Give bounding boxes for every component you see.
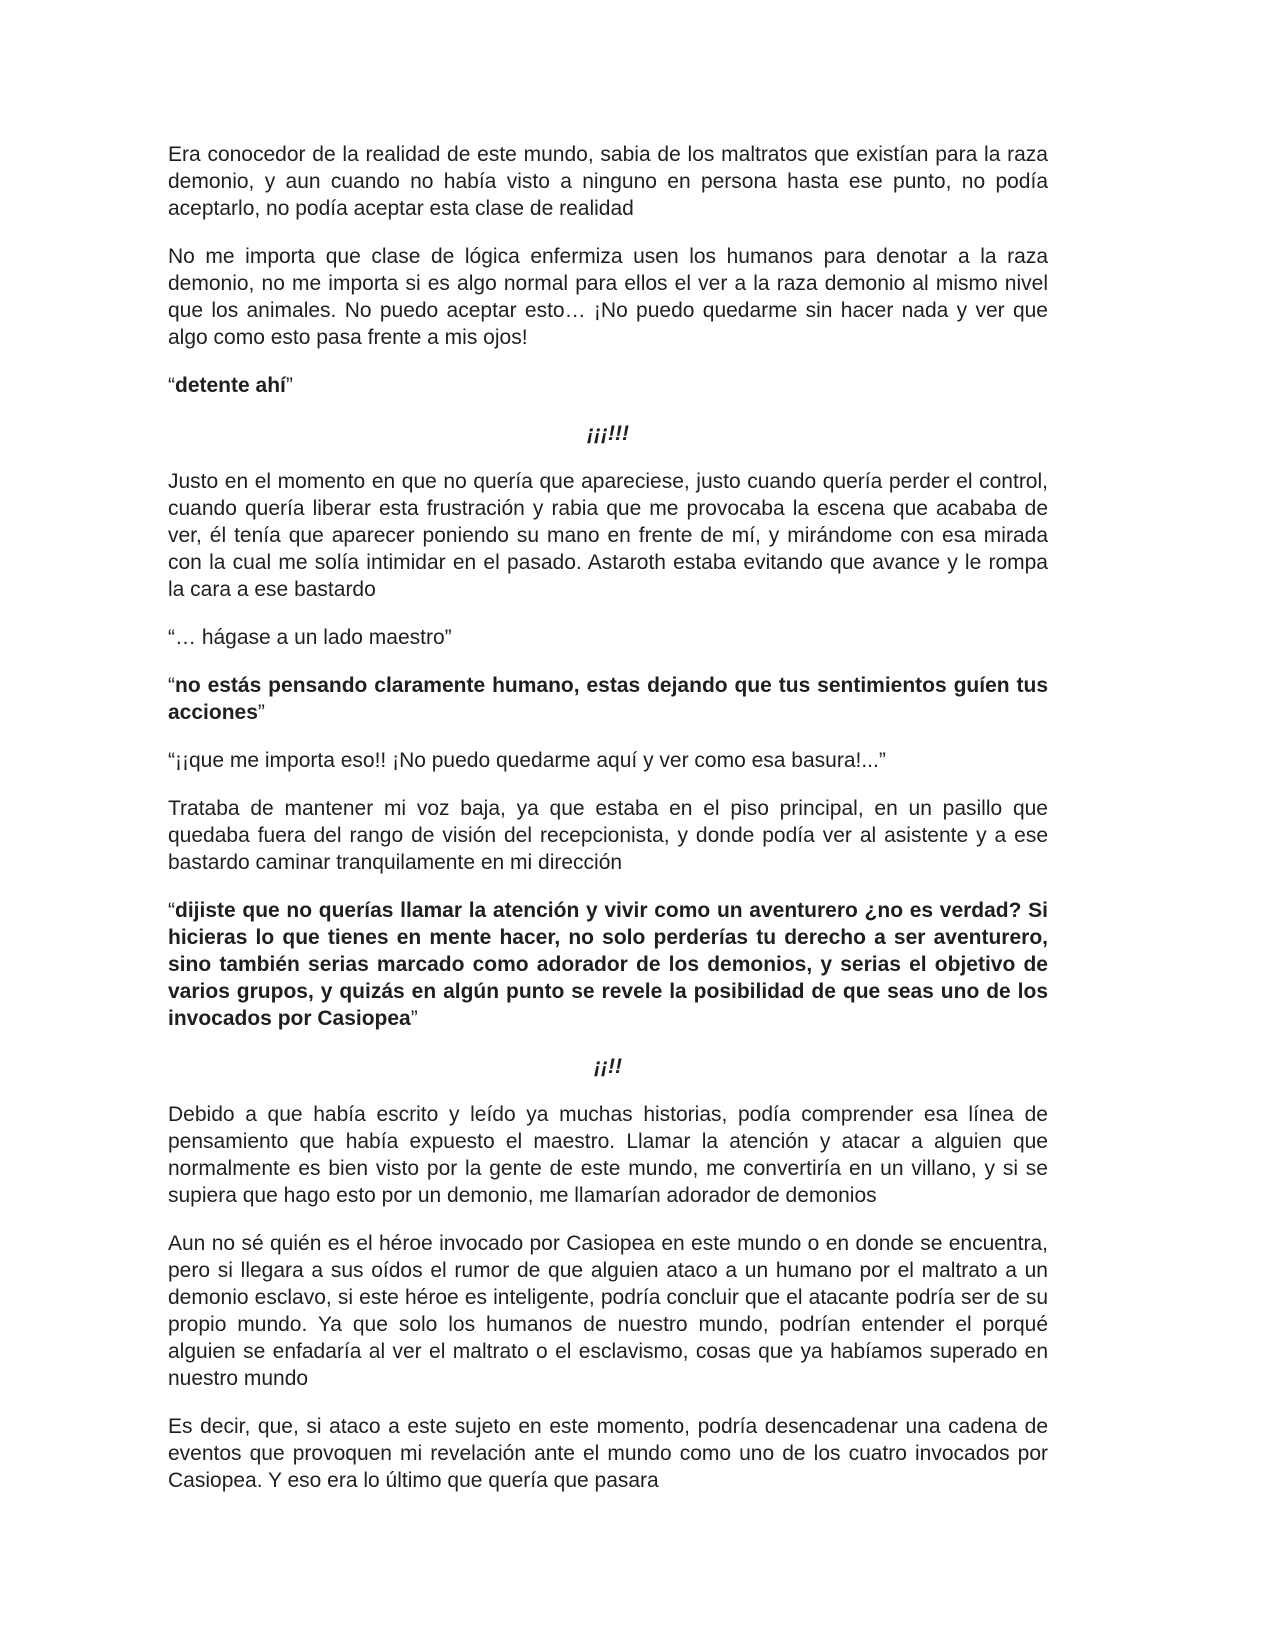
dialogue-text: detente ahí bbox=[175, 374, 286, 397]
quote-open: “ bbox=[168, 674, 175, 697]
paragraph-narration: Aun no sé quién es el héroe invocado por Casiopea en este mundo o en donde se encuentra, pero si llegara a sus oídos el rumor de que alguien ataco a un humano por el maltrato a un demonio esclavo, si este héroe es inteligente, podría concluir que el atacante podría ser de su propio mundo. Ya que solo los humanos de nuestro mundo, podrían entender el porqué alguien se enfadaría al ver el maltrato o el esclavismo, cosas que ya habíamos superado en nuestro mundo bbox=[168, 1232, 1048, 1390]
paragraph-narration: Trataba de mantener mi voz baja, ya que estaba en el piso principal, en un pasillo que quedaba fuera del rango de visión del recepcionista, y donde podía ver al asistente y a ese bastardo caminar tranquilamente en mi dirección bbox=[168, 797, 1048, 874]
quote-close: ” bbox=[257, 701, 265, 724]
dialogue-line-bold bbox=[168, 372, 1048, 399]
exclamation-interjection: ¡¡!! bbox=[594, 1055, 622, 1078]
quote-close: ” bbox=[410, 1007, 418, 1030]
paragraph-narration: No me importa que clase de lógica enfermiza usen los humanos para denotar a la raza demonio, no me importa si es algo normal para ellos el ver a la raza demonio al mismo nivel que los animales. No puedo aceptar esto… ¡No puedo quedarme sin hacer nada y ver que algo como esto pasa frente a mis ojos! bbox=[168, 245, 1048, 349]
dialogue-text: no estás pensando claramente humano, estas dejando que tus sentimientos guíen tus acciones bbox=[168, 674, 1048, 724]
dialogue-line: “¡¡que me importa eso!! ¡No puedo quedarme aquí y ver como esa basura!...” bbox=[168, 749, 886, 772]
quote-open: “ bbox=[168, 899, 175, 922]
quote-close: ” bbox=[285, 374, 293, 397]
dialogue-line: “… hágase a un lado maestro” bbox=[168, 626, 452, 649]
dialogue-line-bold bbox=[168, 897, 1048, 1032]
quote-open: “ bbox=[168, 374, 175, 397]
paragraph-narration: Debido a que había escrito y leído ya muchas historias, podía comprender esa línea de pensamiento que había expuesto el maestro. Llamar la atención y atacar a alguien que normalmente es bien visto por la gente de este mundo, me convertiría en un villano, y si se supiera que hago esto por un demonio, me llamarían adorador de demonios bbox=[168, 1103, 1048, 1207]
exclamation-interjection: ¡¡¡!!! bbox=[587, 422, 629, 445]
dialogue-line-bold bbox=[168, 672, 1048, 726]
paragraph-narration: Era conocedor de la realidad de este mundo, sabia de los maltratos que existían para la raza demonio, y aun cuando no había visto a ninguno en persona hasta ese punto, no podía aceptarlo, no podía aceptar esta clase de realidad bbox=[168, 143, 1048, 220]
paragraph-narration: Justo en el momento en que no quería que apareciese, justo cuando quería perder el control, cuando quería liberar esta frustración y rabia que me provocaba la escena que acababa de ver, él tenía que aparecer poniendo su mano en frente de mí, y mirándome con esa mirada con la cual me solía intimidar en el pasado. Astaroth estaba evitando que avance y le rompa la cara a ese bastardo bbox=[168, 470, 1048, 601]
dialogue-text: dijiste que no querías llamar la atención y vivir como un aventurero ¿no es verdad? Si hicieras lo que tienes en mente hacer, no solo perderías tu derecho a ser aventurero, sino también serias marcado como adorador de los demonios, y serias el objetivo de varios grupos, y quizás en algún punto se revele la posibilidad de que seas uno de los invocados por Casiopea bbox=[168, 899, 1048, 1030]
paragraph-narration: Es decir, que, si ataco a este sujeto en este momento, podría desencadenar una cadena de eventos que provoquen mi revelación ante el mundo como uno de los cuatro invocados por Casiopea. Y eso era lo último que quería que pasara bbox=[168, 1415, 1048, 1492]
